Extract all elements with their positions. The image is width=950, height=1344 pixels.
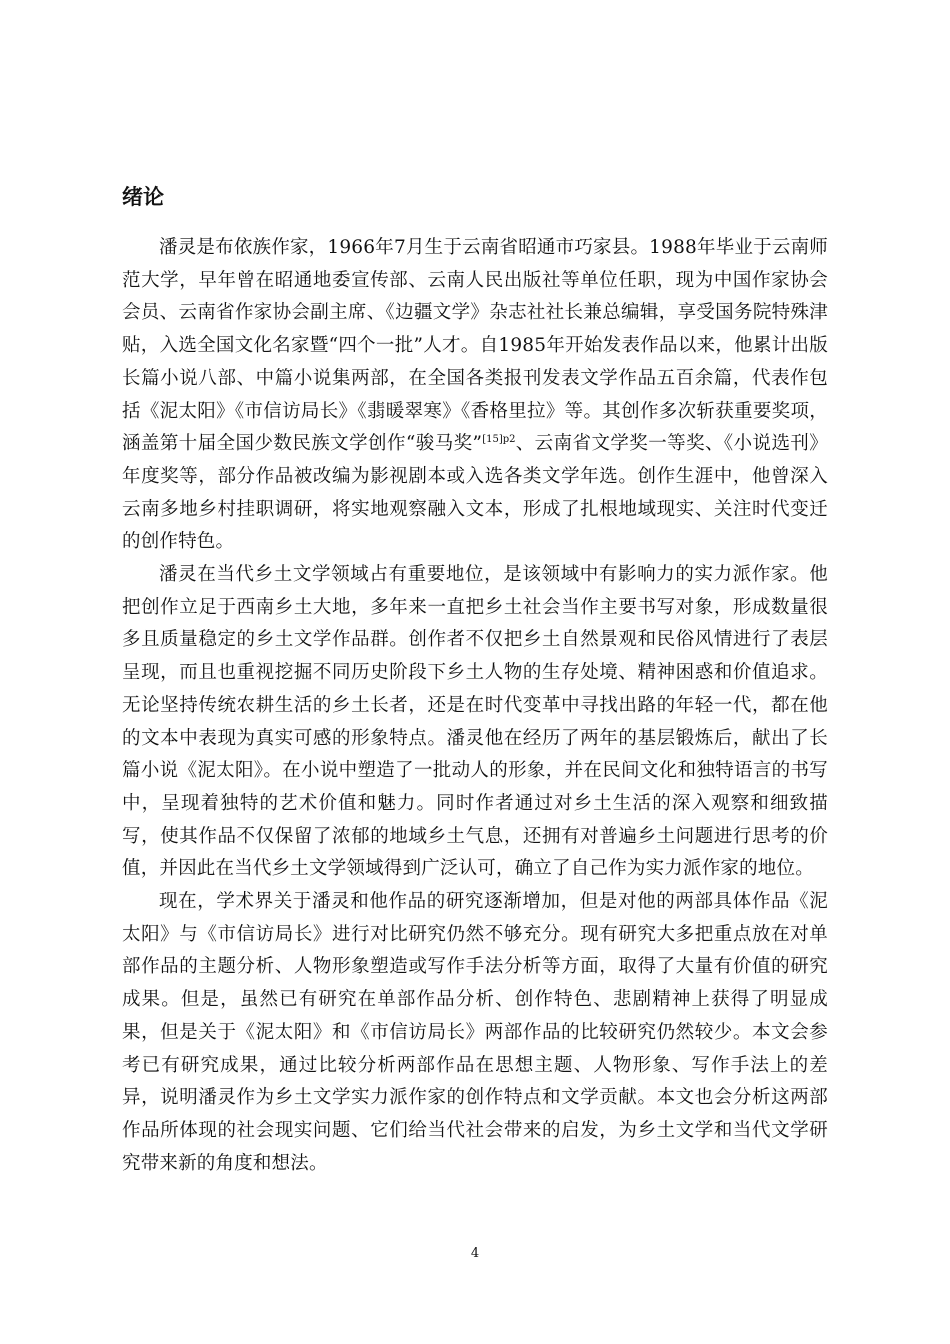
body-text	[122, 232, 828, 1180]
paragraph-research-status: 现在，学术界关于潘灵和他作品的研究逐渐增加，但是对他的两部具体作品《泥太阳》与《市信访局长》进行对比研究仍然不够充分。现有研究大多把重点放在对单部作品的主题分析、人物形象塑造或写作手法分析等方面，取得了大量有价值的研究成果。但是，虽然已有研究在单部作品分析、创作特色、悲剧精神上获得了明显成果，但是关于《泥太阳》和《市信访局长》两部作品的比较研究仍然较少。本文会参考已有研究成果，通过比较分析两部作品在思想主题、人物形象、写作手法上的差异，说明潘灵作为乡土文学实力派作家的创作特点和文学贡献。本文也会分析这两部作品所体现的社会现实问题、它们给当代社会带来的启发，为乡土文学和当代文学研究带来新的角度和想法。	[122, 891, 828, 1174]
section-heading: 绪论	[122, 185, 164, 209]
page-number: 4	[470, 1246, 480, 1261]
citation-marker: [15]p2	[482, 434, 516, 446]
paragraph-literary-status: 潘灵在当代乡土文学领域占有重要地位，是该领域中有影响力的实力派作家。他把创作立足于西南乡土大地，多年来一直把乡土社会当作主要书写对象，形成数量很多且质量稳定的乡土文学作品群。创作者不仅把乡土自然景观和民俗风情进行了表层呈现，而且也重视挖掘不同历史阶段下乡土人物的生存处境、精神困惑和价值追求。无论坚持传统农耕生活的乡土长者，还是在时代变革中寻找出路的年轻一代，都在他的文本中表现为真实可感的形象特点。潘灵他在经历了两年的基层锻炼后，献出了长篇小说《泥太阳》。在小说中塑造了一批动人的形象，并在民间文化和独特语言的书写中，呈现着独特的艺术价值和魅力。同时作者通过对乡土生活的深入观察和细致描写，使其作品不仅保留了浓郁的地域乡土气息，还拥有对普遍乡土问题进行思考的价值，并因此在当代乡土文学领域得到广泛认可，确立了自己作为实力派作家的地位。	[122, 564, 828, 880]
paragraph-text: 、云南省文学奖一等奖、《小说选刊》年度奖等，部分作品被改编为影视剧本或入选各类文学年选。创作生涯中，他曾深入云南多地乡村挂职调研，将实地观察融入文本，形成了扎根地域现实、关注时代变迁的创作特色。	[122, 433, 829, 553]
paragraph-author-bio	[122, 232, 828, 559]
paragraph-text: 潘灵是布依族作家，1966年7月生于云南省昭通市巧家县。1988年毕业于云南师范大学，早年曾在昭通地委宣传部、云南人民出版社等单位任职，现为中国作家协会会员、云南省作家协会副主席、《边疆文学》杂志社社长兼总编辑，享受国务院特殊津贴，入选全国文化名家暨“四个一批”人才。自1985年开始发表作品以来，他累计出版长篇小说八部、中篇小说集两部，在全国各类报刊发表文学作品五百余篇，代表作包括《泥太阳》《市信访局长》《翡暖翠寒》《香格里拉》等。其创作多次斩获重要奖项，涵盖第十届全国少数民族文学创作“骏马奖”	[122, 237, 828, 455]
